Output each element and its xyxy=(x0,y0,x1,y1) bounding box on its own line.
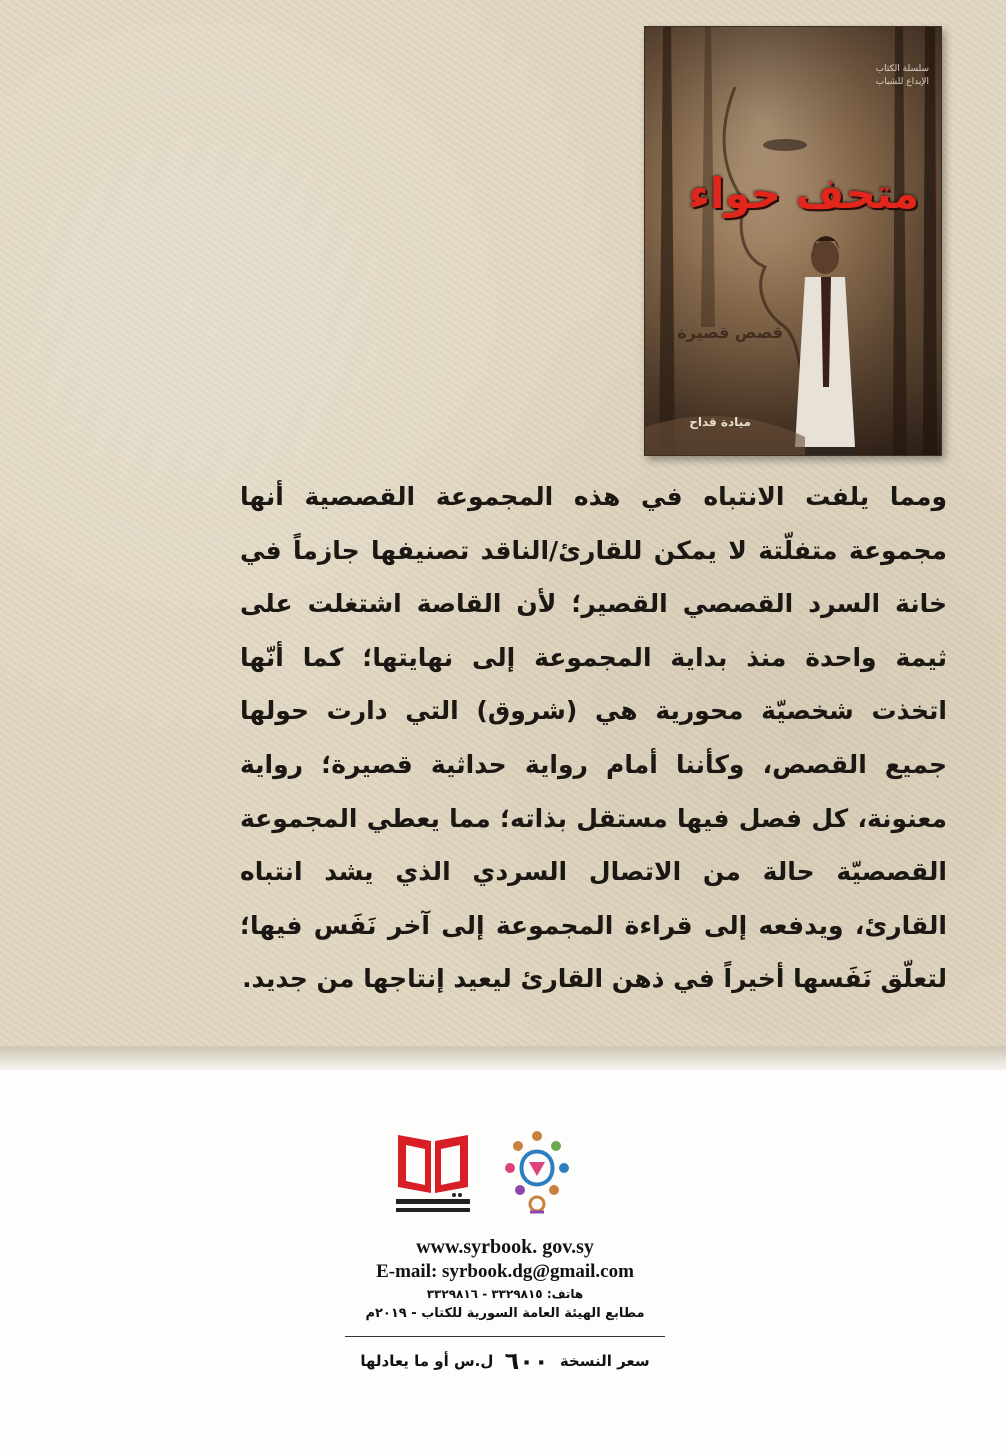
cover-title: متحف حواء xyxy=(688,169,919,218)
phone-numbers: هاتف: ٣٣٢٩٨١٥ - ٣٣٢٩٨١٦ xyxy=(426,1287,584,1301)
email-link[interactable]: E-mail: syrbook.dg@gmail.com xyxy=(376,1261,634,1282)
blurb-line: معنونة، كل فصل فيها مستقل بذاته؛ مما يعطي المجموعة xyxy=(240,803,947,833)
blurb-line: جميع القصص، وكأننا أمام رواية حداثية قصيرة؛ رواية xyxy=(240,749,947,779)
blurb-line: ومما يلفت الانتباه في هذه المجموعة القصصية أنها xyxy=(240,482,947,511)
blurb-line: لتعلّق نَفَسها أخيراً في ذهن القارئ ليعيد إنتاجها من جديد. xyxy=(242,964,947,994)
blurb-line: خانة السرد القصصي القصير؛ لأن القاصة اشتغلت على xyxy=(240,589,947,619)
divider xyxy=(345,1336,665,1337)
panel-edge xyxy=(0,1046,1006,1070)
price-value: ٦٠٠ xyxy=(504,1347,549,1375)
price-label: سعر النسخة xyxy=(559,1352,650,1370)
blurb-line: القصصيّة حالة من الاتصال السردي الذي يشد انتباه xyxy=(240,857,947,887)
website-link[interactable]: www.syrbook. gov.sy xyxy=(416,1236,594,1258)
back-cover-blurb xyxy=(240,470,947,1006)
book-logo-icon xyxy=(394,1129,472,1219)
cover-series-label: سلسلة الكتاب الإبداع للشباب xyxy=(875,64,929,87)
cover-author: ميادة قداح xyxy=(689,415,751,429)
printer-credit: مطابع الهيئة العامة السورية للكتاب - ٢٠١٩م xyxy=(365,1306,645,1321)
book-cover-image xyxy=(644,26,942,456)
blurb-line: مجموعة متفلّتة لا يمكن للقارئ/الناقد تصنيفها جازماً في xyxy=(240,535,947,565)
publisher-logos xyxy=(388,1126,628,1222)
blurb-line: اتخذت شخصيّة محورية هي (شروق) التي دارت حولها xyxy=(240,696,947,726)
culture-ministry-logo-icon xyxy=(496,1126,578,1222)
cover-genre: قصص قصيرة xyxy=(677,323,783,342)
cover-artwork xyxy=(645,27,941,455)
price-currency: ل.س أو ما يعادلها xyxy=(360,1352,494,1370)
publisher-info xyxy=(320,1234,690,1375)
blurb-line: ثيمة واحدة منذ بداية المجموعة إلى نهايتها؛ كما أنّها xyxy=(240,642,947,672)
price-line xyxy=(320,1347,690,1375)
blurb-line: القارئ، ويدفعه إلى قراءة المجموعة إلى آخر نَفَس فيها؛ xyxy=(240,910,947,940)
